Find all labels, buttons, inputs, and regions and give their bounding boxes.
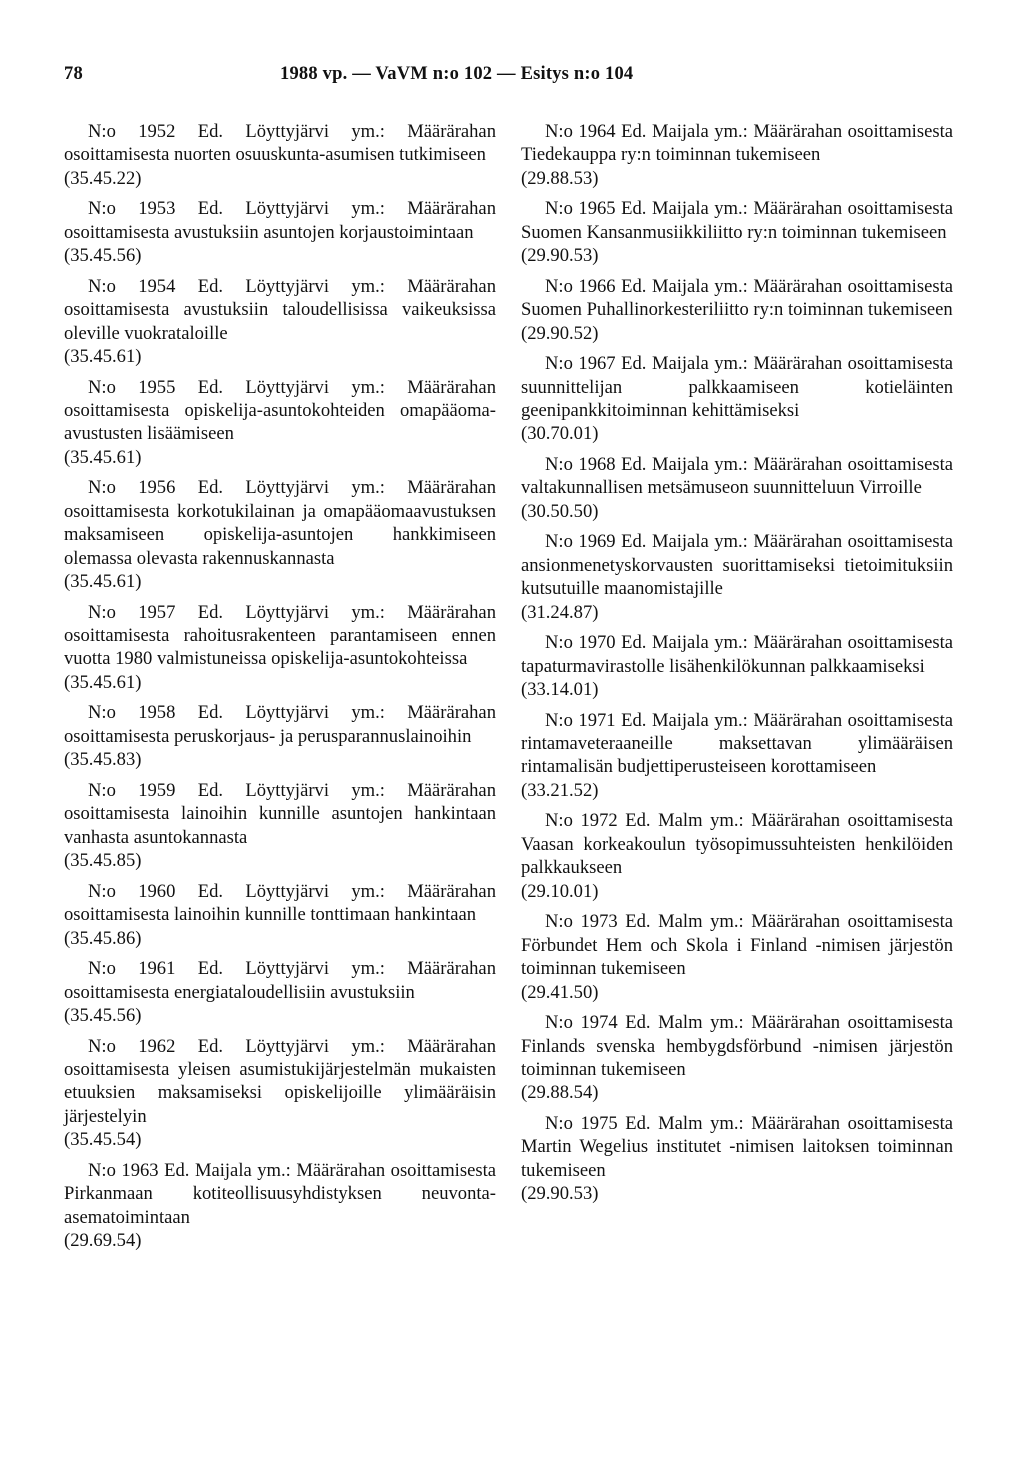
- motion-entry: [521, 809, 953, 903]
- budget-code: (29.90.52): [521, 322, 599, 344]
- motion-text: N:o 1953 Ed. Löyttyjärvi ym.: Määrärahan osoittamisesta avustuksiin asuntojen korjaustoimintaan: [64, 198, 496, 243]
- motion-text: N:o 1956 Ed. Löyttyjärvi ym.: Määrärahan osoittamisesta korkotukilainan ja omapääomaavustuksen maksamiseen opiskelija-asuntojen hankkimiseen olemassa olevasta rakennuskannasta: [64, 477, 496, 569]
- motion-entry: [64, 701, 496, 771]
- budget-code: (35.45.56): [64, 1004, 142, 1026]
- motion-text: N:o 1966 Ed. Maijala ym.: Määrärahan osoittamisesta Suomen Puhallinorkesteriliitto ry:n toiminnan tukemiseen: [521, 275, 953, 321]
- motion-text: N:o 1974 Ed. Malm ym.: Määrärahan osoittamisesta Finlands svenska hembygdsförbund -nimisen järjestön toiminnan tukemiseen: [521, 1012, 953, 1080]
- budget-code: (33.21.52): [521, 779, 599, 801]
- motion-text: N:o 1973 Ed. Malm ym.: Määrärahan osoittamisesta Förbundet Hem och Skola i Finland -nimisen järjestön toiminnan tukemiseen: [521, 911, 953, 980]
- motion-entry: [64, 376, 496, 470]
- right-column: [521, 120, 953, 1213]
- budget-code: (35.45.56): [64, 245, 142, 267]
- page-number: 78: [64, 64, 83, 84]
- motion-entry: [64, 957, 496, 1027]
- motion-entry: [64, 275, 496, 369]
- budget-code: (30.50.50): [521, 500, 599, 522]
- motion-entry: [521, 530, 953, 624]
- motion-text: N:o 1962 Ed. Löyttyjärvi ym.: Määrärahan osoittamisesta yleisen asumistukijärjestelmän mukaisten etuuksien maksamiseksi opiskelijoille ylimääräisin järjestelyin: [64, 1035, 496, 1127]
- motion-text: N:o 1958 Ed. Löyttyjärvi ym.: Määrärahan osoittamisesta peruskorjaus- ja perusparannuslainoihin: [64, 702, 496, 747]
- running-title: 1988 vp. — VaVM n:o 102 — Esitys n:o 104: [280, 64, 634, 84]
- budget-code: (29.10.01): [521, 880, 599, 902]
- motion-entry: [64, 779, 496, 873]
- page-header: [64, 64, 964, 88]
- motion-text: N:o 1963 Ed. Maijala ym.: Määrärahan osoittamisesta Pirkanmaan kotiteollisuusyhdistyksen neuvonta-asematoimintaan: [64, 1159, 496, 1228]
- motion-text: N:o 1961 Ed. Löyttyjärvi ym.: Määrärahan osoittamisesta energiataloudellisiin avustuksiin: [64, 958, 496, 1003]
- motion-text: N:o 1957 Ed. Löyttyjärvi ym.: Määrärahan osoittamisesta rahoitusrakenteen parantamiseen ennen vuotta 1980 valmistuneissa opiskelija-asuntokohteissa: [64, 601, 496, 670]
- motion-entry: [521, 1112, 953, 1206]
- budget-code: (29.88.53): [521, 167, 599, 189]
- budget-code: (35.45.61): [64, 571, 142, 593]
- motion-entry: [521, 631, 953, 701]
- motion-text: N:o 1959 Ed. Löyttyjärvi ym.: Määrärahan osoittamisesta lainoihin kunnille asuntojen hankintaan vanhasta asuntokannasta: [64, 779, 496, 848]
- motion-text: N:o 1960 Ed. Löyttyjärvi ym.: Määrärahan osoittamisesta lainoihin kunnille tonttimaan hankintaan: [64, 880, 496, 926]
- motion-text: N:o 1969 Ed. Maijala ym.: Määrärahan osoittamisesta ansionmenetyskorvausten suorittamiseksi tietoimituksiin kutsutuille maanomistajille: [521, 531, 953, 600]
- budget-code: (35.45.61): [64, 346, 142, 368]
- motion-text: N:o 1954 Ed. Löyttyjärvi ym.: Määrärahan osoittamisesta avustuksiin taloudellisissa vaikeuksissa oleville vuokrataloille: [64, 275, 496, 344]
- motion-text: N:o 1967 Ed. Maijala ym.: Määrärahan osoittamisesta suunnittelijan palkkaamiseen kotieläinten geenipankkitoiminnan kehittämiseksi: [521, 353, 953, 422]
- motion-entry: [521, 275, 953, 345]
- budget-code: (29.90.53): [521, 245, 599, 267]
- motion-text: N:o 1952 Ed. Löyttyjärvi ym.: Määrärahan osoittamisesta nuorten osuuskunta-asumisen tutkimiseen: [64, 121, 496, 166]
- motion-entry: [64, 1035, 496, 1152]
- motion-entry: [64, 880, 496, 950]
- motion-entry: [64, 476, 496, 593]
- motion-entry: [64, 1159, 496, 1253]
- motion-entry: [521, 120, 953, 190]
- motion-entry: [521, 1011, 953, 1105]
- motion-text: N:o 1965 Ed. Maijala ym.: Määrärahan osoittamisesta Suomen Kansanmusiikkiliitto ry:n toiminnan tukemiseen: [521, 198, 953, 243]
- motion-text: N:o 1971 Ed. Maijala ym.: Määrärahan osoittamisesta rintamaveteraaneille maksettavan ylimääräisen rintamalisän budjettiperusteiseen korottamiseen: [521, 709, 953, 778]
- motion-text: N:o 1968 Ed. Maijala ym.: Määrärahan osoittamisesta valtakunnallisen metsämuseon suunnitteluun Virroille: [521, 454, 953, 499]
- budget-code: (30.70.01): [521, 423, 599, 445]
- budget-code: (29.90.53): [521, 1183, 599, 1205]
- budget-code: (29.88.54): [521, 1082, 599, 1104]
- budget-code: (35.45.22): [64, 167, 142, 189]
- motion-text: N:o 1964 Ed. Maijala ym.: Määrärahan osoittamisesta Tiedekauppa ry:n toiminnan tukemiseen: [521, 121, 953, 166]
- motion-text: N:o 1975 Ed. Malm ym.: Määrärahan osoittamisesta Martin Wegelius institutet -nimisen laitoksen toiminnan tukemiseen: [521, 1112, 953, 1181]
- motion-text: N:o 1972 Ed. Malm ym.: Määrärahan osoittamisesta Vaasan korkeakoulun työsopimussuhteisten henkilöiden palkkaukseen: [521, 810, 953, 879]
- budget-code: (35.45.85): [64, 850, 142, 872]
- motion-entry: [521, 910, 953, 1004]
- motion-entry: [64, 120, 496, 190]
- motion-entry: [521, 453, 953, 523]
- motion-entry: [64, 197, 496, 267]
- budget-code: (35.45.61): [64, 446, 142, 468]
- budget-code: (35.45.61): [64, 671, 142, 693]
- budget-code: (33.14.01): [521, 679, 599, 701]
- budget-code: (35.45.83): [64, 749, 142, 771]
- budget-code: (29.41.50): [521, 981, 599, 1003]
- motion-entry: [521, 197, 953, 267]
- budget-code: (31.24.87): [521, 601, 599, 623]
- left-column: [64, 120, 496, 1260]
- motion-text: N:o 1970 Ed. Maijala ym.: Määrärahan osoittamisesta tapaturmavirastolle lisähenkilökunnan palkkaamiseksi: [521, 632, 953, 677]
- budget-code: (35.45.86): [64, 927, 142, 949]
- motion-entry: [521, 352, 953, 446]
- motion-text: N:o 1955 Ed. Löyttyjärvi ym.: Määrärahan osoittamisesta opiskelija-asuntokohteiden omapääoma-avustusten lisäämiseen: [64, 376, 496, 445]
- motion-entry: [521, 709, 953, 803]
- budget-code: (35.45.54): [64, 1129, 142, 1151]
- motion-entry: [64, 601, 496, 695]
- budget-code: (29.69.54): [64, 1229, 142, 1251]
